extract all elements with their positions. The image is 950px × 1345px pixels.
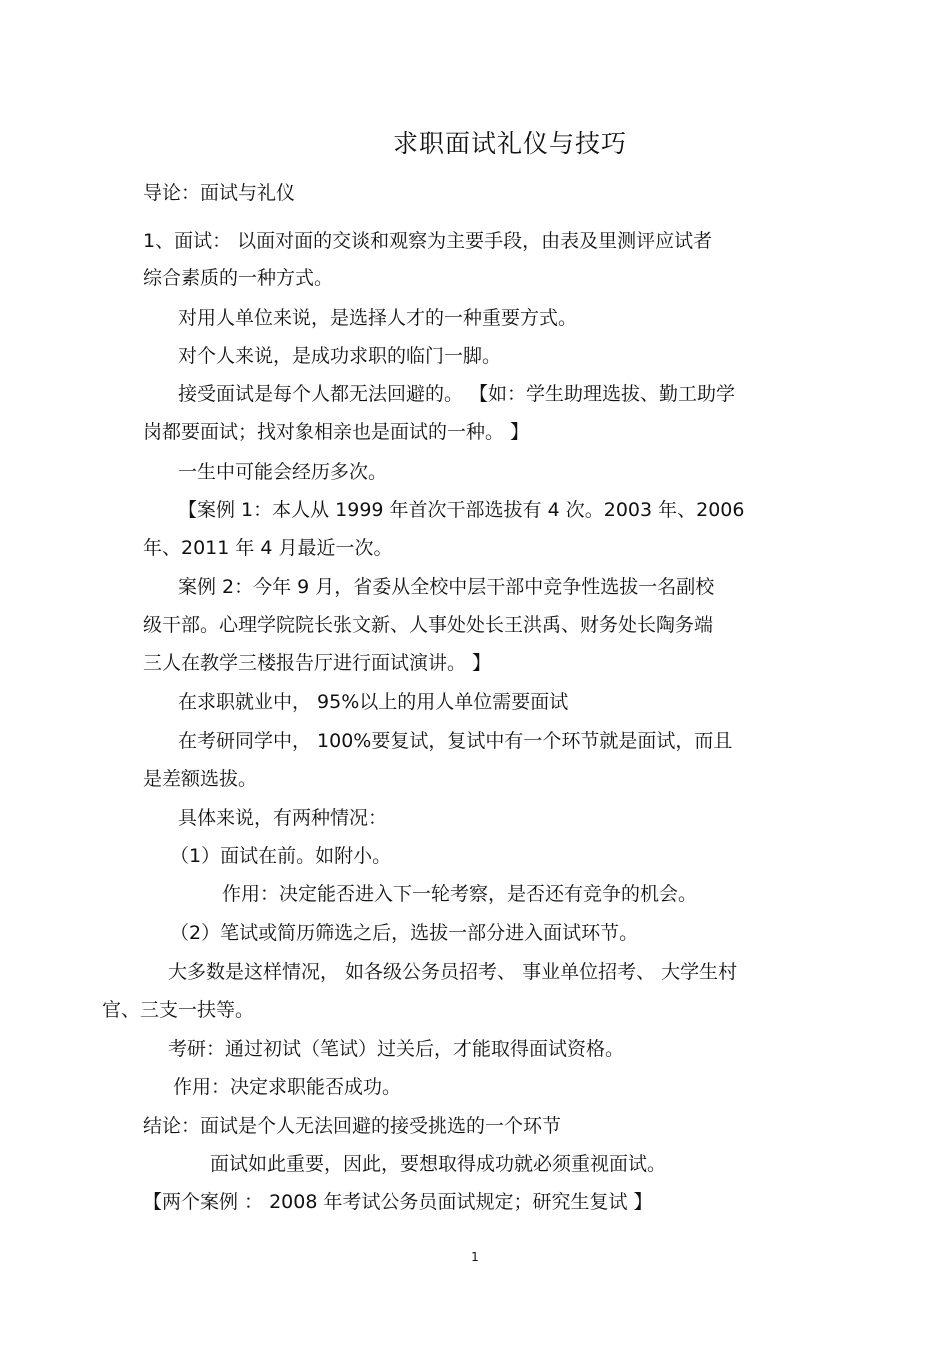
text-line: 三人在教学三楼报告厅进行面试演讲。 】 xyxy=(143,652,492,674)
text-line: 1、面试： 以面对面的交谈和观察为主要手段，由表及里测评应试者 xyxy=(143,230,713,252)
text-line: 结论：面试是个人无法回避的接受挑选的一个环节 xyxy=(143,1115,562,1137)
text-line: 考研：通过初试（笔试）过关后，才能取得面试资格。 xyxy=(168,1038,625,1060)
text-line: 案例 2：今年 9 月，省委从全校中层干部中竞争性选拔一名副校 xyxy=(178,576,715,598)
text-line: 作用：决定能否进入下一轮考察，是否还有竞争的机会。 xyxy=(222,883,698,905)
text-line: 年、2011 年 4 月最近一次。 xyxy=(143,537,393,559)
text-line: 岗都要面试；找对象相亲也是面试的一种。 】 xyxy=(143,421,530,443)
text-line: （2）笔试或简历筛选之后，选拔一部分进入面试环节。 xyxy=(170,922,639,944)
text-line: 对个人来说，是成功求职的临门一脚。 xyxy=(178,345,502,367)
text-line: 导论：面试与礼仪 xyxy=(143,182,296,204)
text-line: 【两个案例 ： 2008 年考试公务员面试规定；研究生复试 】 xyxy=(143,1191,653,1213)
text-line: 具体来说，有两种情况： xyxy=(178,807,388,829)
text-line: 面试如此重要，因此，要想取得成功就必须重视面试。 xyxy=(210,1153,667,1175)
text-line: （1）面试在前。如附小。 xyxy=(170,845,392,867)
text-line: 【案例 1：本人从 1999 年首次干部选拔有 4 次。2003 年、2006 xyxy=(178,499,745,521)
text-line: 是差额选拔。 xyxy=(143,768,258,790)
text-line: 对用人单位来说，是选择人才的一种重要方式。 xyxy=(178,307,578,329)
text-line: 在求职就业中， 95%以上的用人单位需要面试 xyxy=(178,691,569,713)
text-line: 接受面试是每个人都无法回避的。 【如：学生助理选拔、勤工助学 xyxy=(178,383,736,405)
text-line: 级干部。心理学院院长张文新、人事处处长王洪禹、财务处长陶务端 xyxy=(143,614,714,636)
text-line: 一生中可能会经历多次。 xyxy=(178,461,388,483)
page-number: 1 xyxy=(471,1250,479,1264)
text-line: 综合素质的一种方式。 xyxy=(143,267,334,289)
text-line: 官、三支一扶等。 xyxy=(102,999,255,1021)
text-line: 作用：决定求职能否成功。 xyxy=(173,1076,402,1098)
text-line: 在考研同学中， 100%要复试，复试中有一个环节就是面试，而且 xyxy=(178,730,733,752)
page-title: 求职面试礼仪与技巧 xyxy=(392,129,627,158)
text-line: 大多数是这样情况， 如各级公务员招考、 事业单位招考、 大学生村 xyxy=(168,961,738,983)
